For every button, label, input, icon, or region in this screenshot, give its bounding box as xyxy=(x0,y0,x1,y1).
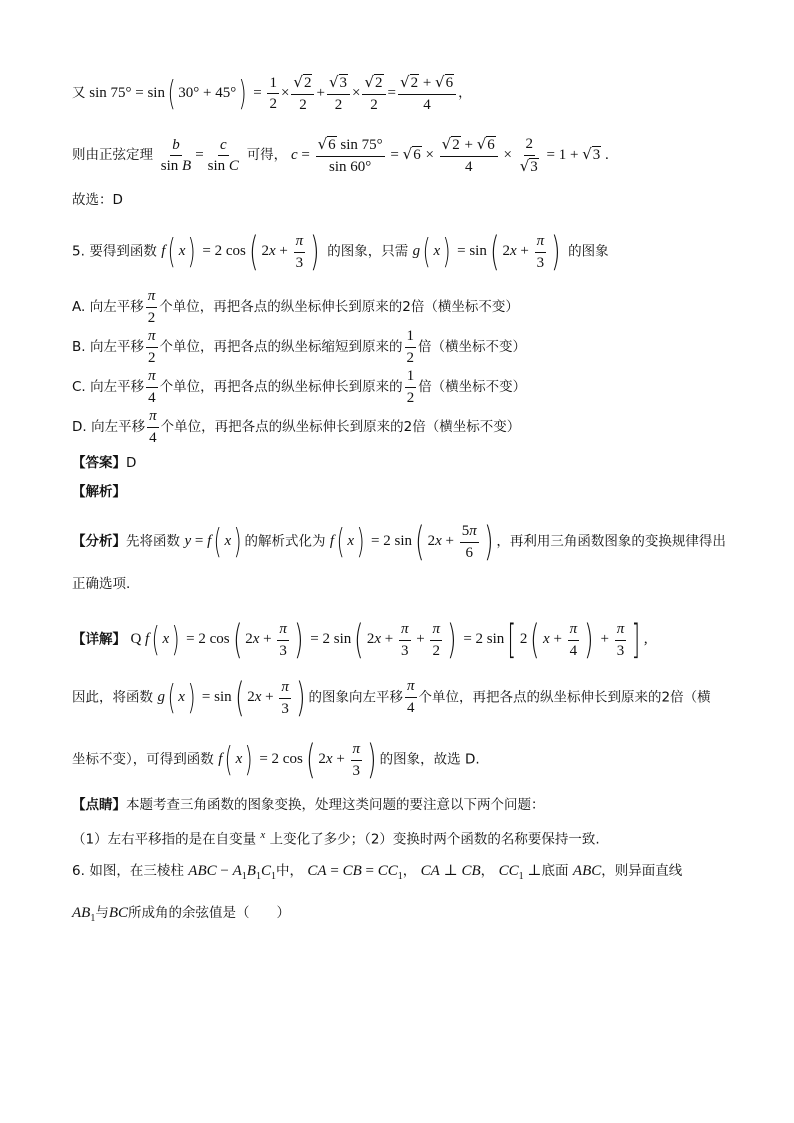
option-c[interactable]: C. 向左平移 $\frac{\pi}{4}$ 个单位，再把各点的纵坐标伸长到原来的 $\frac{1}{2}$ 倍（横坐标不变） xyxy=(72,368,527,406)
answer-line: 故选：D xyxy=(72,192,123,208)
option-b[interactable]: B. 向左平移 $\frac{\pi}{2}$ 个单位，再把各点的纵坐标缩短到原来的 $\frac{1}{2}$ 倍（横坐标不变） xyxy=(72,328,527,366)
question-5-stem: 5. 要得到函数 f( x) = 2 cos( 2x + $\frac{\pi}{3}$ ) 的图象，只需 g( x) = sin( 2x + $\frac{\pi}{3}$ ) 的图象 xyxy=(72,229,609,275)
option-d[interactable]: D. 向左平移 $\frac{\pi}{4}$ 个单位，再把各点的纵坐标伸长到原来的2倍（横坐标不变） xyxy=(72,408,521,446)
analysis-tag: 【解析】 xyxy=(72,484,126,500)
analysis-line: 【分析】先将函数 y = f( x) 的解析式化为 f( x) = 2 sin( 2x + $\frac{5\pi}{6}$ ) ，再利用三角函数图象的变换规律得出 xyxy=(72,519,726,565)
option-a[interactable]: A. 向左平移 $\frac{\pi}{2}$ 个单位，再把各点的纵坐标伸长到原来的2倍（横坐标不变） xyxy=(72,288,519,326)
law-of-sines-line: 则由正弦定理 $\frac{b}{\text{sin B}}$ = $\frac{c}{\text{sin C}}$ 可得， c = $\frac{√6 \sin 75^\circ}{\sin 60^\circ}$ = √6 × $\frac{√2 + √6}{4}$ × $\frac{2}{√3}$ = 1 + √3 . xyxy=(72,135,609,175)
answer-block: 【答案】D xyxy=(72,455,137,471)
detailed-solution-line: 【详解】 Q f( x) = 2 cos( 2x + $\frac{\pi}{3}$ ) = 2 sin( 2x + $\frac{\pi}{3}$ + $\frac{\pi}{2}$ ) = 2 sin[ 2( x + $\frac{\pi}{4}$ ) + $\frac{\pi}{3}$ ] , xyxy=(72,617,648,663)
solution-line-2: 因此，将函数 g( x) = sin( 2x + $\frac{\pi}{3}$ ) 的图象向左平移 $\frac{\pi}{4}$ 个单位，再把各点的纵坐标伸长到原来的2倍（横 xyxy=(72,675,711,721)
note-line: （1）左右平移指的是在自变量 $^x$ 上变化了多少；（2）变换时两个函数的名称要保持一致. xyxy=(72,829,600,848)
comment-line: 【点睛】本题考查三角函数的图象变换，处理这类问题的要注意以下两个问题： xyxy=(72,797,545,813)
sin75-derivation-line: 又 sin 75° = sin( 30° + 45°) = $\frac{1}{2}$ × $\frac{√2}{2}$ + $\frac{√3}{2}$ × $\frac{√2}{2}$ = $\frac{√2 + √6}{4}$ ， xyxy=(72,73,472,114)
question-6-stem: 6. 如图，在三棱柱 ABC − $A_1B_1C_1$中， CA = CB = $CC_1$， CA ⊥ CB， $CC_1$ ⊥底面 ABC，则异面直线 xyxy=(72,863,683,882)
question-6-line-2: $AB_1$与BC所成角的余弦值是（ ） xyxy=(72,905,290,924)
analysis-conclusion: 正确选项. xyxy=(72,576,131,592)
solution-line-3: 坐标不变），可得到函数 f( x) = 2 cos( 2x + $\frac{\pi}{3}$ ) 的图象，故选 D. xyxy=(72,737,480,783)
